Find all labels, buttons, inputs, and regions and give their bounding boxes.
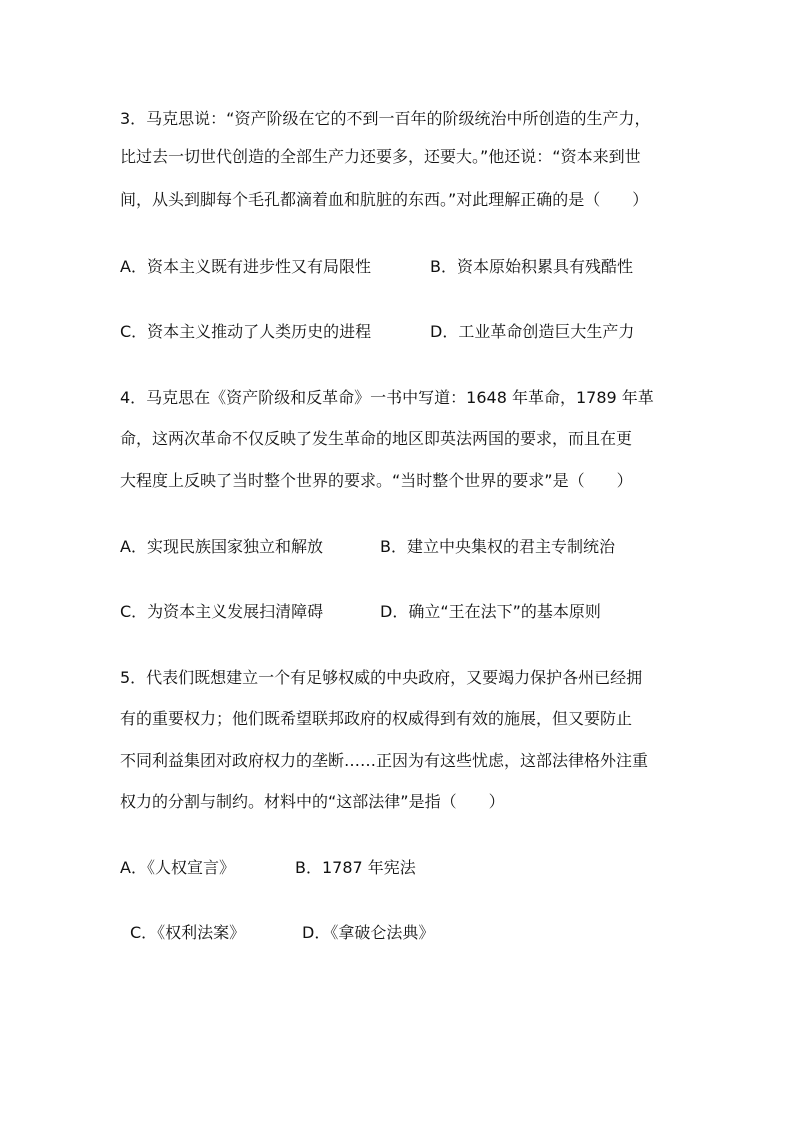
question-5-line-3: 不同利益集团对政府权力的垄断……正因为有这些忧虑，这部法律格外注重 [120, 751, 649, 770]
question-5-line-4: 权力的分割与制约。材料中的“这部法律”是指（ ） [120, 792, 505, 811]
question-5-line-2: 有的重要权力；他们既希望联邦政府的权威得到有效的施展，但又要防止 [120, 709, 633, 728]
question-3-option-b: B．资本原始积累具有残酷性 [430, 257, 633, 276]
question-4-line-1: 4．马克思在《资产阶级和反革命》一书中写道：1648 年革命，1789 年革 [120, 388, 654, 407]
question-5-option-a: A．《人权宣言》 [120, 858, 235, 877]
question-4-line-3: 大程度上反映了当时整个世界的要求。“当时整个世界的要求”是（ ） [120, 471, 633, 490]
question-3-line-1: 3．马克思说：“资产阶级在它的不到一百年的阶级统治中所创造的生产力， [120, 109, 651, 128]
question-5-line-1: 5．代表们既想建立一个有足够权威的中央政府，又要竭力保护各州已经拥 [120, 668, 643, 687]
question-3-line-2: 比过去一切世代创造的全部生产力还要多，还要大。”他还说：“资本来到世 [120, 147, 641, 166]
question-3-line-3: 间，从头到脚每个毛孔都滴着血和肮脏的东西。”对此理解正确的是（ ） [120, 190, 649, 209]
question-4-option-d: D．确立“王在法下”的基本原则 [380, 602, 601, 621]
question-5-option-b: B．1787 年宪法 [295, 858, 416, 877]
question-4-option-b: B．建立中央集权的君主专制统治 [380, 537, 615, 556]
question-4-option-c: C．为资本主义发展扫清障碍 [120, 602, 324, 621]
question-4-line-2: 命，这两次革命不仅反映了发生革命的地区即英法两国的要求，而且在更 [120, 429, 633, 448]
question-5-option-d: D．《拿破仑法典》 [302, 923, 435, 942]
question-3-option-d: D．工业革命创造巨大生产力 [430, 322, 635, 341]
question-3-option-a: A．资本主义既有进步性又有局限性 [120, 257, 371, 276]
question-4-option-a: A．实现民族国家独立和解放 [120, 537, 323, 556]
question-3-option-c: C．资本主义推动了人类历史的进程 [120, 322, 372, 341]
question-5-option-c: C．《权利法案》 [130, 923, 246, 942]
